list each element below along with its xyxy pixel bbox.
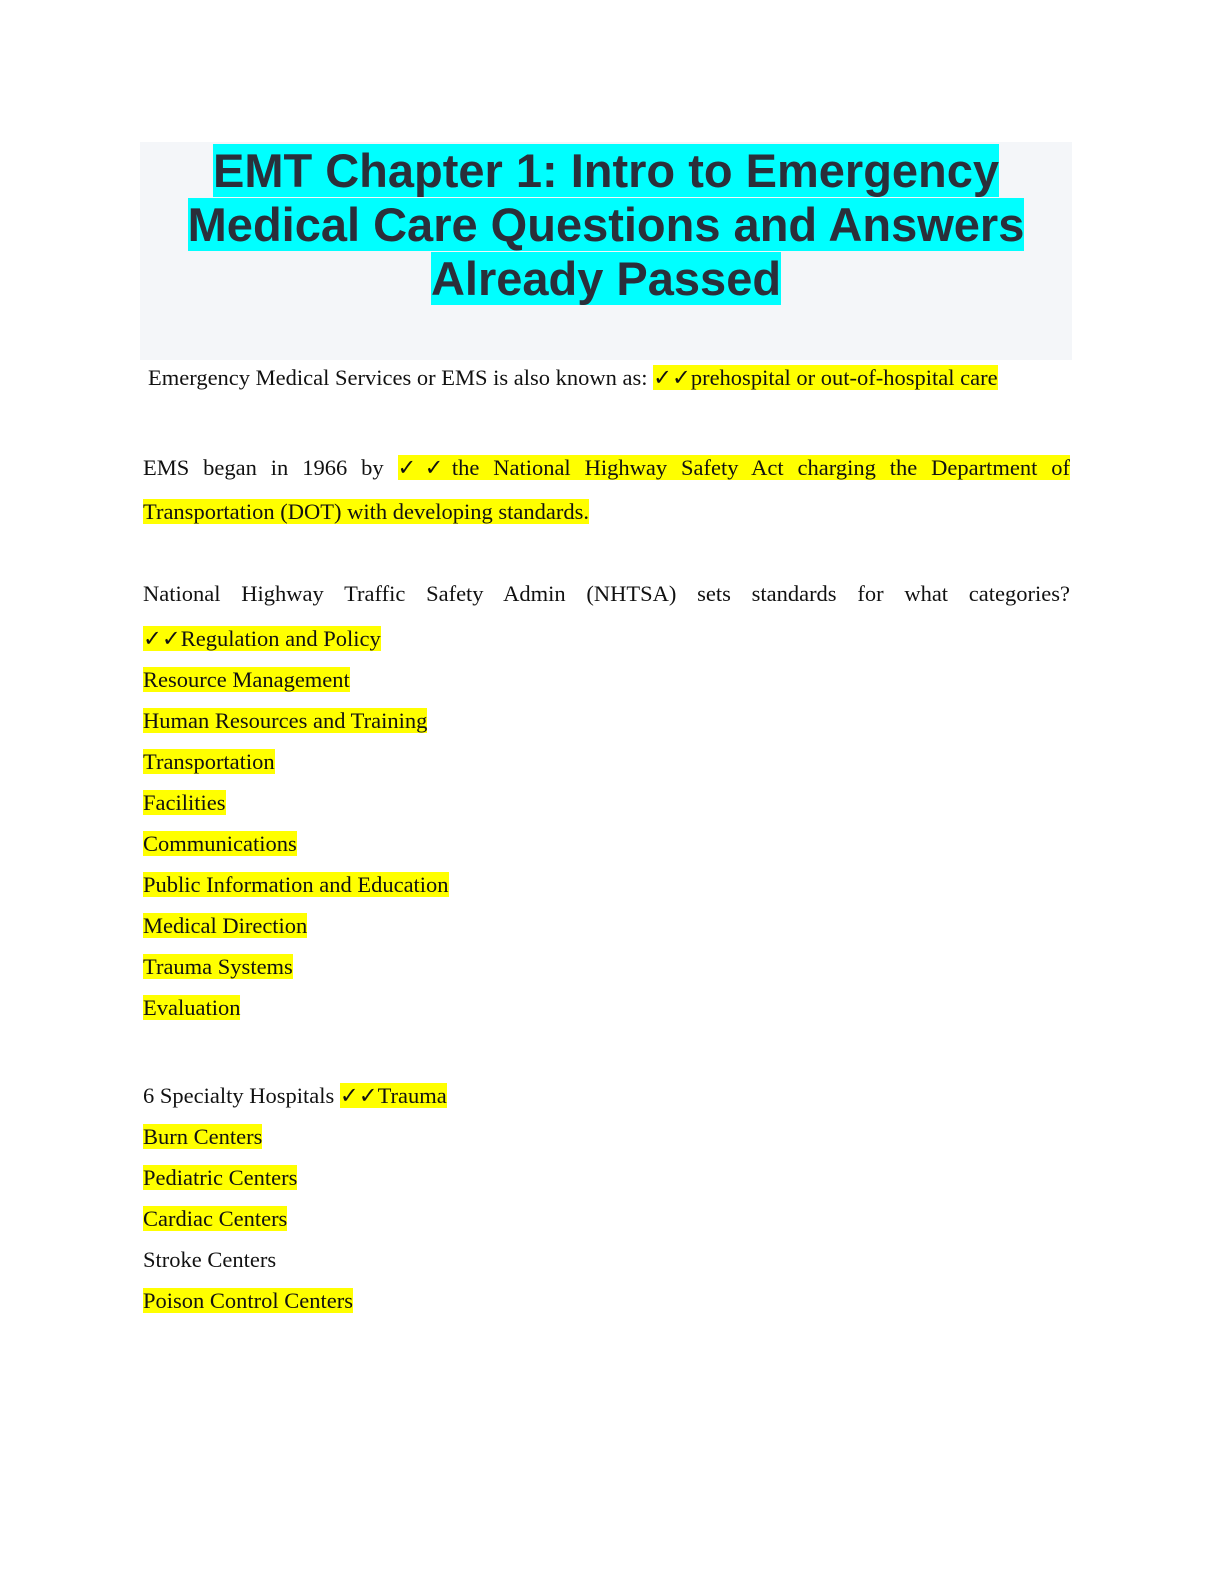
answer-text: Trauma: [377, 1083, 447, 1108]
list-item: [143, 618, 449, 659]
list-item: [143, 659, 449, 700]
answer-text: Facilities: [143, 790, 226, 815]
list-item: [143, 1157, 447, 1198]
answer-text: Resource Management: [143, 667, 350, 692]
list-item: [143, 741, 449, 782]
answer-text: Stroke Centers: [143, 1247, 277, 1272]
answer-text: Transportation: [143, 749, 275, 774]
list-item: [143, 823, 449, 864]
check-mark-icon: ✓✓: [143, 626, 181, 651]
answer-text: Communications: [143, 831, 297, 856]
question-text: Emergency Medical Services or EMS is also known as:: [148, 365, 654, 390]
title-line-3: Already Passed: [430, 252, 782, 305]
answer-text: Poison Control Centers: [143, 1288, 354, 1313]
list-item: [143, 905, 449, 946]
question-ems-began: [143, 446, 1070, 534]
answer-text: Medical Direction: [143, 913, 308, 938]
check-mark-icon: ✓✓: [339, 1083, 378, 1108]
answer-text: Burn Centers: [143, 1124, 263, 1149]
list-item: [143, 946, 449, 987]
answer-text: prehospital or out-of-hospital care: [690, 365, 998, 390]
title-line-1: EMT Chapter 1: Intro to Emergency: [212, 144, 1000, 197]
title-box: [140, 142, 1072, 360]
question-ems-known-as: [148, 356, 1075, 400]
answer-highlight: [340, 1083, 447, 1108]
nhtsa-categories-list: [143, 618, 449, 1028]
list-item: [143, 782, 449, 823]
title-line-2: Medical Care Questions and Answers: [187, 198, 1025, 251]
answer-text: Regulation and Policy: [180, 626, 381, 651]
document-title: [140, 142, 1072, 306]
question-nhtsa-categories: National Highway Traffic Safety Admin (NHTSA) sets standards for what categories?: [143, 581, 1070, 606]
question-text: 6 Specialty Hospitals: [143, 1083, 340, 1108]
answer-highlight: [143, 626, 381, 651]
answer-text: Evaluation: [143, 995, 241, 1020]
specialty-hospitals-list: [143, 1075, 447, 1321]
list-item: [143, 1075, 447, 1116]
list-item: [143, 864, 449, 905]
answer-text: Trauma Systems: [143, 954, 293, 979]
answer-text: the National Highway Safety Act charging the Department of Transportation (DOT) with developing standards.: [143, 455, 1070, 524]
answer-text: Cardiac Centers: [143, 1206, 288, 1231]
list-item: [143, 700, 449, 741]
answer-highlight: [653, 365, 998, 390]
list-item: [143, 1239, 447, 1280]
answer-text: Human Resources and Training: [143, 708, 428, 733]
list-item: [143, 1198, 447, 1239]
question-text: EMS began in 1966 by: [143, 455, 398, 480]
check-mark-icon: ✓✓: [653, 365, 691, 390]
list-item: [143, 987, 449, 1028]
list-item: [143, 1116, 447, 1157]
check-mark-icon: ✓✓: [397, 455, 452, 480]
answer-text: Public Information and Education: [143, 872, 449, 897]
list-item: [143, 1280, 447, 1321]
answer-text: Pediatric Centers: [143, 1165, 298, 1190]
